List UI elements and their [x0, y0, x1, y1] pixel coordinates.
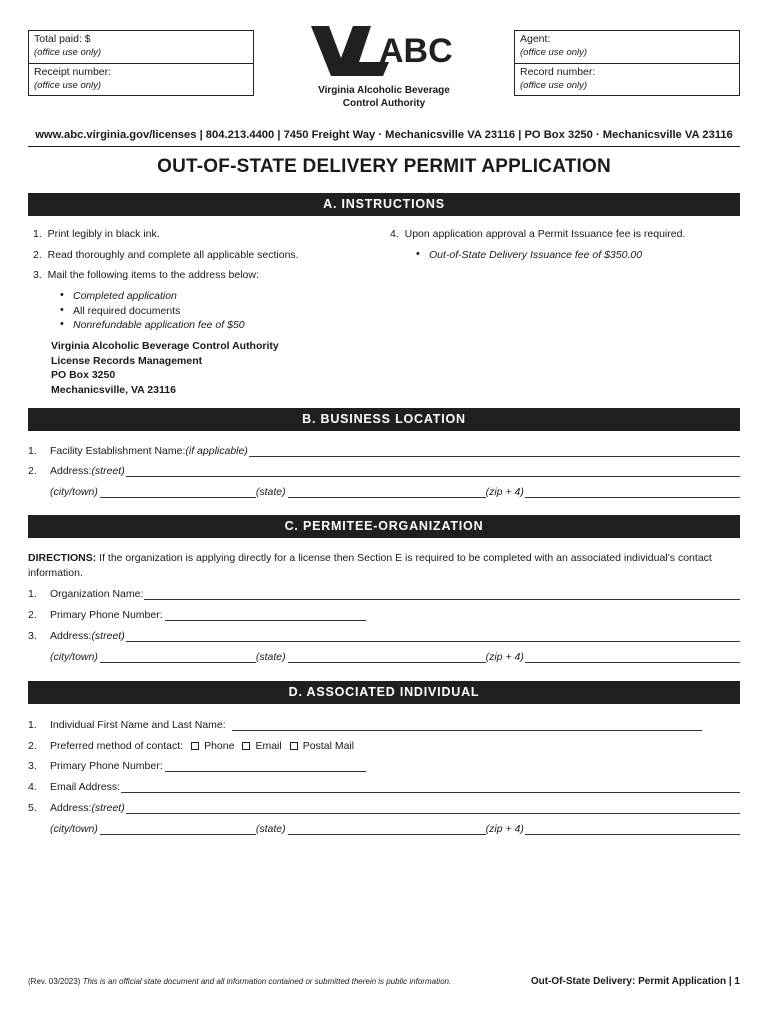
- org-phone-input[interactable]: [165, 610, 366, 621]
- email-input[interactable]: [121, 782, 740, 793]
- section-c-heading: C. PERMITEE-ORGANIZATION: [28, 515, 740, 538]
- section-d-heading: D. ASSOCIATED INDIVIDUAL: [28, 681, 740, 704]
- mail-item-fee: • Nonrefundable application fee of $50: [73, 319, 245, 331]
- individual-phone-row: 3. Primary Phone Number:: [28, 758, 740, 772]
- form-title: OUT-OF-STATE DELIVERY PERMIT APPLICATION: [157, 156, 611, 177]
- address-line: PO Box 3250: [51, 369, 116, 381]
- state-label: (state): [255, 651, 286, 663]
- directions-text: If the organization is applying directly for a license then Section E is required to be completed with an associated individual’s contact information.: [28, 552, 712, 579]
- mail-item-documents: • All required documents: [73, 305, 180, 317]
- contact-method-row: 2. Preferred method of contact: Phone Email Postal Mail: [28, 740, 355, 752]
- total-paid-field[interactable]: [29, 31, 253, 63]
- facility-name-input[interactable]: [249, 446, 740, 457]
- zip-label: (zip + 4): [485, 823, 524, 835]
- receipt-number-label: Receipt number:: [34, 66, 112, 78]
- instruction-4: 4. Upon application approval a Permit Issuance fee is required.: [390, 228, 686, 240]
- issuance-fee-note: • Out-of-State Delivery Issuance fee of $350.00: [429, 249, 642, 261]
- agency-name-line2: Control Authority: [342, 98, 426, 109]
- contact-email-checkbox[interactable]: [242, 742, 250, 750]
- address-line: License Records Management: [51, 354, 203, 367]
- facility-name-note: (if applicable): [185, 445, 248, 457]
- page-label: Out-Of-State Delivery: Permit Application | 1: [530, 976, 740, 987]
- directions-label: DIRECTIONS:: [28, 552, 97, 564]
- business-street-input[interactable]: [126, 466, 740, 477]
- email-row: 4. Email Address:: [28, 779, 740, 793]
- street-label: (street): [91, 802, 125, 814]
- organization-name-label: Organization Name:: [50, 588, 144, 600]
- organization-name-row: 1. Organization Name:: [28, 586, 740, 600]
- phone-label: Primary Phone Number:: [50, 609, 163, 621]
- phone-label: Primary Phone Number:: [50, 760, 163, 772]
- individual-city-row: [28, 821, 740, 835]
- office-use-note: (office use only): [34, 47, 102, 58]
- contact-method-label: Preferred method of contact:: [50, 740, 184, 752]
- address-line: Mechanicsville, VA 23116: [51, 383, 176, 396]
- contact-phone-label: Phone: [204, 740, 235, 752]
- individual-zip-input[interactable]: [525, 824, 740, 835]
- agency-name-line1: Virginia Alcoholic Beverage: [318, 85, 450, 96]
- facility-name-row: 1. Facility Establishment Name: (if applicable): [28, 443, 740, 457]
- business-address-row: 2. Address: (street): [28, 463, 740, 477]
- individual-name-label: Individual First Name and Last Name:: [50, 719, 226, 731]
- instruction-1: 1. Print legibly in black ink.: [33, 228, 160, 240]
- business-city-input[interactable]: [100, 487, 256, 498]
- contact-postal-checkbox[interactable]: [290, 742, 298, 750]
- state-label: (state): [255, 486, 286, 498]
- zip-label: (zip + 4): [485, 486, 524, 498]
- street-label: (street): [91, 630, 125, 642]
- contact-phone-checkbox[interactable]: [191, 742, 199, 750]
- city-label: (city/town): [50, 486, 98, 498]
- org-zip-input[interactable]: [525, 652, 740, 663]
- va-abc-logo-mark: [309, 22, 459, 80]
- org-state-input[interactable]: [288, 652, 486, 663]
- section-a-heading: A. INSTRUCTIONS: [28, 193, 740, 216]
- state-label: (state): [255, 823, 286, 835]
- zip-label: (zip + 4): [485, 651, 524, 663]
- agent-field[interactable]: [515, 31, 739, 63]
- office-use-note: (office use only): [520, 80, 588, 91]
- address-label: Address:: [50, 802, 92, 814]
- org-street-input[interactable]: [126, 631, 740, 642]
- address-label: Address:: [50, 465, 92, 477]
- org-phone-row: 2. Primary Phone Number:: [28, 607, 740, 621]
- office-use-note: (office use only): [520, 47, 588, 58]
- record-number-field[interactable]: [515, 63, 739, 95]
- individual-name-input[interactable]: [232, 720, 702, 731]
- individual-name-row: 1. Individual First Name and Last Name:: [28, 717, 740, 731]
- revision-label: (Rev. 03/2023): [28, 977, 81, 986]
- individual-street-input[interactable]: [126, 803, 740, 814]
- section-c-directions: [28, 551, 740, 581]
- office-use-note: (office use only): [34, 80, 102, 91]
- instruction-2: 2. Read thoroughly and complete all applicable sections.: [33, 249, 299, 261]
- address-line: Virginia Alcoholic Beverage Control Authority: [51, 340, 279, 352]
- city-label: (city/town): [50, 823, 98, 835]
- logo-abc-text: ABC: [379, 32, 453, 70]
- agent-label: Agent:: [520, 33, 551, 45]
- street-label: (street): [91, 465, 125, 477]
- office-use-box-left: [28, 30, 254, 96]
- agency-name: [300, 84, 468, 110]
- org-address-row: 3. Address: (street): [28, 628, 740, 642]
- contact-email-label: Email: [255, 740, 282, 752]
- record-number-label: Record number:: [520, 66, 596, 78]
- footer-notice: [28, 977, 451, 986]
- business-zip-input[interactable]: [525, 487, 740, 498]
- section-b-heading: B. BUSINESS LOCATION: [28, 408, 740, 431]
- address-label: Address:: [50, 630, 92, 642]
- instruction-3: 3. Mail the following items to the address below:: [33, 269, 259, 281]
- contact-postal-label: Postal Mail: [302, 740, 355, 752]
- individual-state-input[interactable]: [288, 824, 486, 835]
- contact-line: www.abc.virginia.gov/licenses | 804.213.4400 | 7450 Freight Way · Mechanicsville VA 23116 | PO Box 3250 · Mechanicsville VA 23116: [35, 129, 733, 141]
- office-use-box-right: [514, 30, 740, 96]
- mail-item-application: • Completed application: [73, 290, 177, 302]
- city-label: (city/town): [50, 651, 98, 663]
- individual-city-input[interactable]: [100, 824, 256, 835]
- header-divider: [28, 146, 740, 147]
- receipt-number-field[interactable]: [29, 63, 253, 95]
- org-city-input[interactable]: [100, 652, 256, 663]
- individual-phone-input[interactable]: [165, 761, 366, 772]
- total-paid-label: Total paid: $: [34, 33, 91, 45]
- public-info-notice: This is an official state document and all information contained or submitted therein is public information.: [82, 977, 452, 986]
- individual-address-row: 5. Address: (street): [28, 800, 740, 814]
- business-state-input[interactable]: [288, 487, 486, 498]
- business-city-row: [28, 484, 740, 498]
- va-abc-logo: [300, 22, 468, 110]
- org-city-row: [28, 649, 740, 663]
- facility-name-label: Facility Establishment Name:: [50, 445, 186, 457]
- mailing-address: [51, 339, 279, 397]
- email-label: Email Address:: [50, 781, 121, 793]
- organization-name-input[interactable]: [144, 589, 740, 600]
